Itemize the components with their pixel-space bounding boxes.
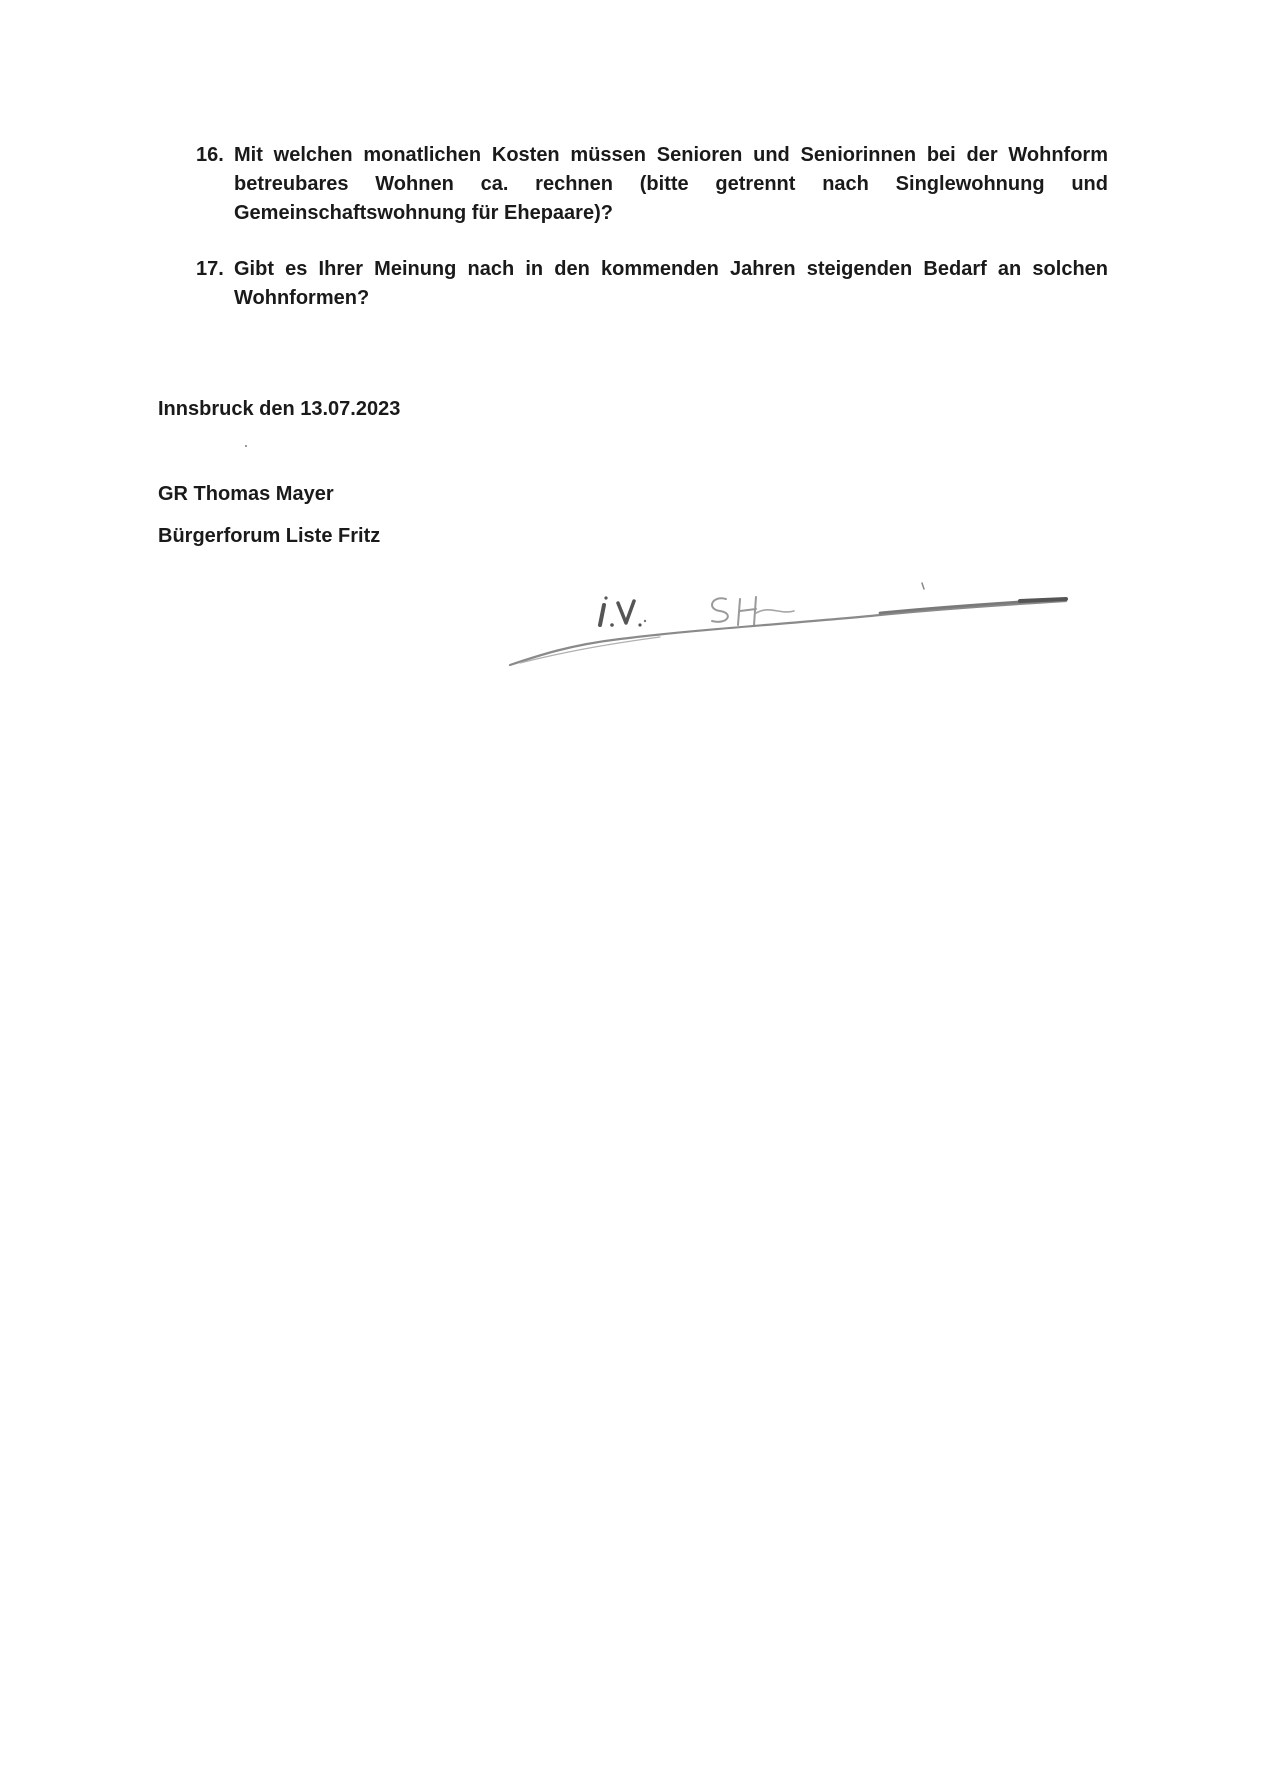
handwritten-signature <box>500 565 1070 685</box>
question-text: Mit welchen monatlichen Kosten müssen Senioren und Seniorinnen bei der Wohnform betreubares Wohnen ca. rechnen (bitte getrennt nach Singlewohnung und Gemeinschaftswohnung für Ehepaare)? <box>234 144 1108 224</box>
scan-speck <box>245 445 247 447</box>
place-and-date: Innsbruck den 13.07.2023 <box>158 398 401 420</box>
question-17 <box>196 255 1108 313</box>
question-number: 17. <box>196 258 224 280</box>
question-16 <box>196 141 1108 228</box>
party-name: Bürgerforum Liste Fritz <box>158 525 381 547</box>
question-text: Gibt es Ihrer Meinung nach in den kommenden Jahren steigenden Bedarf an solchen Wohnformen? <box>234 258 1108 309</box>
author-name: GR Thomas Mayer <box>158 483 334 505</box>
question-number: 16. <box>196 144 224 166</box>
